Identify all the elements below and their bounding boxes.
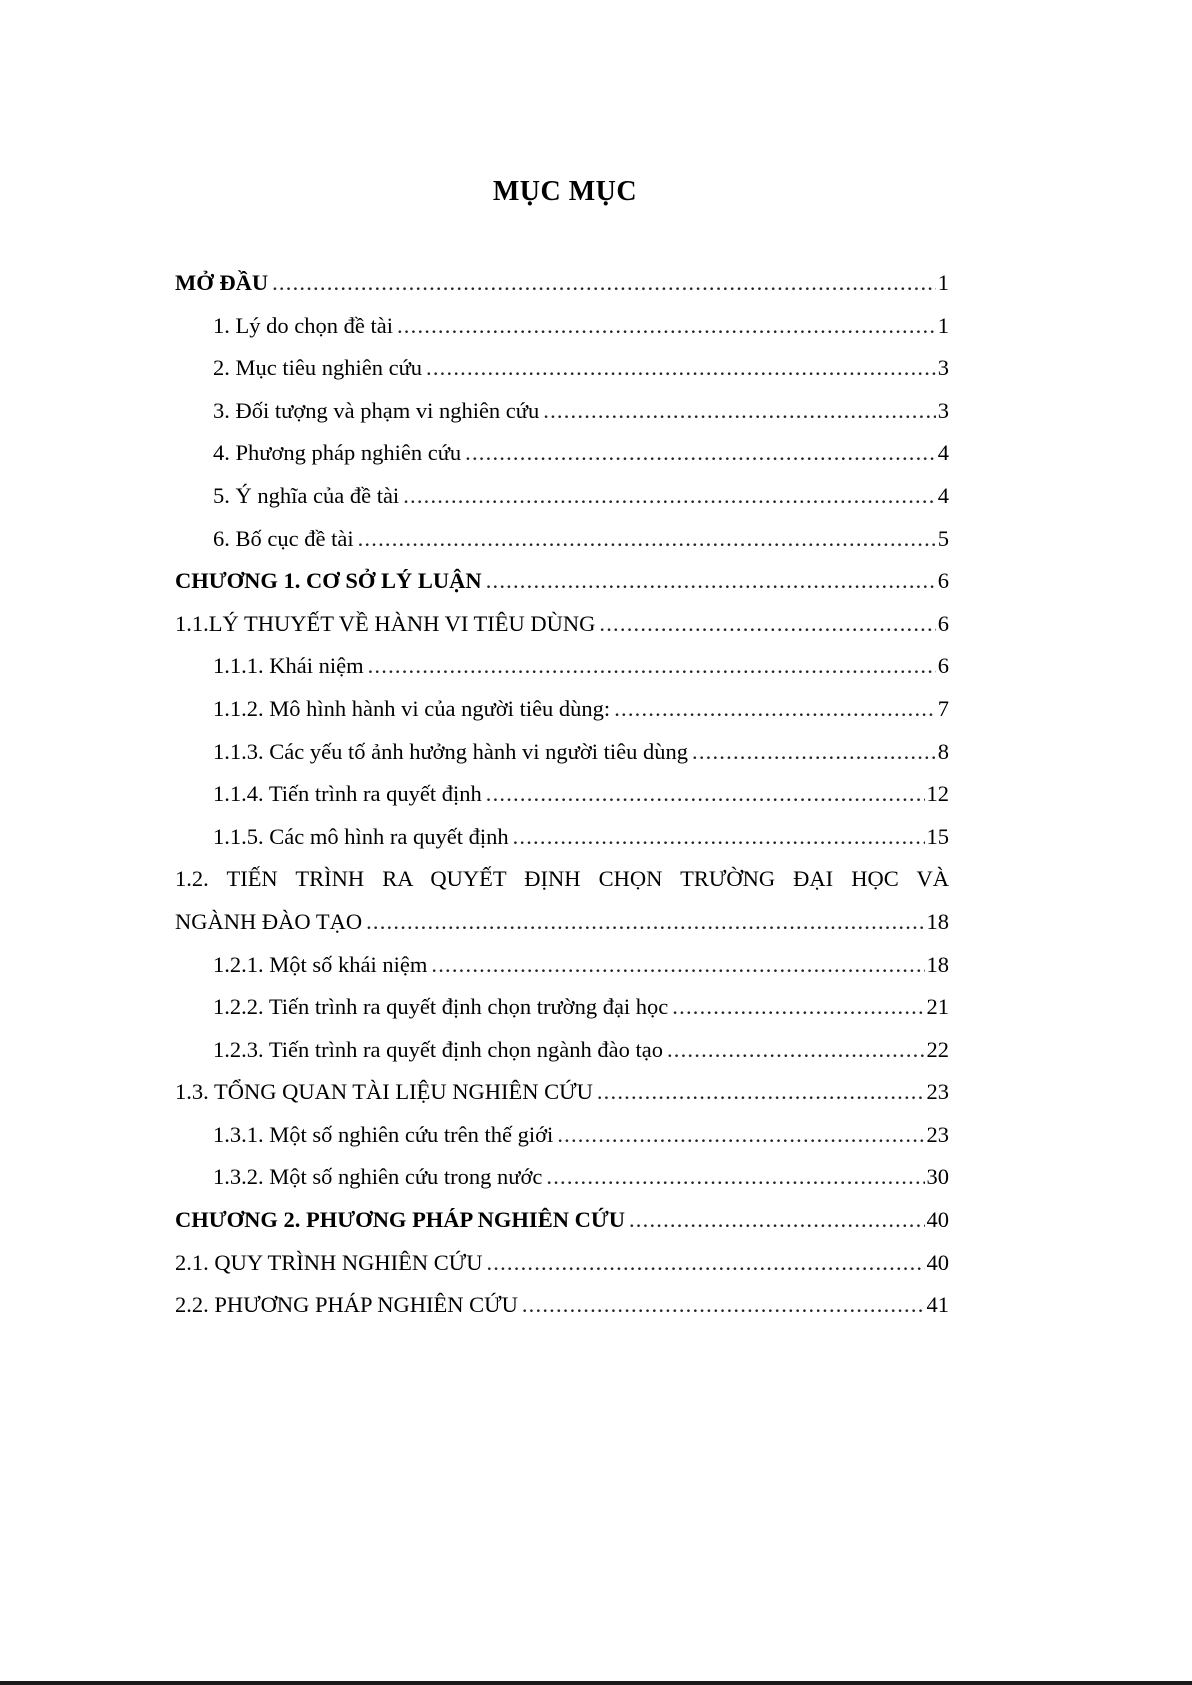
dot-leader — [692, 731, 936, 774]
dot-leader — [546, 1156, 924, 1199]
toc-entry-label: 1.1.4. Tiến trình ra quyết định — [213, 781, 482, 807]
toc-entry-label: 2.1. QUY TRÌNH NGHIÊN CỨU — [175, 1249, 483, 1275]
toc-entry-page-number: 8 — [937, 738, 949, 764]
toc-entry-label: 2. Mục tiêu nghiên cứu — [213, 355, 423, 381]
toc-entry[interactable] — [175, 858, 949, 901]
toc-entry[interactable] — [175, 1071, 949, 1114]
dot-leader — [366, 901, 924, 944]
document-title: MỤC MỤC — [492, 176, 638, 207]
toc-entry-page-number: 21 — [926, 994, 949, 1020]
toc-entry[interactable] — [175, 1242, 949, 1285]
toc-entry-page-number: 12 — [926, 781, 949, 807]
toc-entry-label: 1.2.2. Tiến trình ra quyết định chọn trường đại học — [213, 994, 669, 1020]
toc-entry-label: 1.2.1. Một số khái niệm — [213, 951, 428, 977]
toc-entry-page-number: 6 — [937, 568, 949, 594]
toc-entry[interactable] — [175, 1029, 949, 1072]
dot-leader — [599, 603, 935, 646]
toc-entry[interactable] — [175, 773, 949, 816]
dot-leader — [426, 347, 936, 390]
dot-leader — [486, 773, 925, 816]
dot-leader — [368, 645, 936, 688]
dot-leader — [522, 1284, 925, 1327]
toc-entry-page-number: 18 — [926, 951, 949, 977]
dot-leader — [513, 816, 925, 859]
toc-entry-label: 1.1.2. Mô hình hành vi của người tiêu dùng: — [213, 695, 611, 721]
toc-entry-page-number: 6 — [937, 653, 949, 679]
dot-leader — [672, 986, 924, 1029]
page-bottom-border — [0, 1681, 1192, 1685]
toc-entry-page-number: 22 — [926, 1036, 949, 1062]
toc-entry[interactable] — [175, 986, 949, 1029]
toc-entry[interactable] — [175, 432, 949, 475]
dot-leader — [486, 1242, 924, 1285]
toc-entry-label: 5. Ý nghĩa của đề tài — [213, 482, 400, 508]
dot-leader — [667, 1029, 925, 1072]
toc-entry[interactable] — [175, 688, 949, 731]
toc-entry[interactable] — [175, 262, 949, 305]
toc-entry-label: CHƯƠNG 1. CƠ SỞ LÝ LUẬN — [175, 568, 482, 594]
toc-entry-label: 3. Đối tượng và phạm vi nghiên cứu — [213, 397, 540, 423]
toc-entry-page-number: 1 — [937, 270, 949, 295]
dot-leader — [272, 262, 936, 305]
dot-leader — [403, 475, 936, 518]
dot-leader — [465, 432, 936, 475]
toc-entry[interactable] — [175, 390, 949, 433]
dot-leader — [358, 518, 936, 561]
toc-entry-label: 1.1.LÝ THUYẾT VỀ HÀNH VI TIÊU DÙNG — [175, 610, 596, 636]
toc-entry[interactable] — [175, 1114, 949, 1157]
toc-entry[interactable] — [175, 347, 949, 390]
toc-entry-page-number: 6 — [937, 610, 949, 636]
toc-entry-page-number: 18 — [926, 908, 949, 934]
toc-entry-label: 1.1.5. Các mô hình ra quyết định — [213, 823, 509, 849]
dot-leader — [486, 560, 936, 603]
toc-entry-page-number: 7 — [937, 695, 949, 721]
toc-entry[interactable] — [175, 603, 949, 646]
toc-entry[interactable] — [175, 518, 949, 561]
toc-entry-page-number: 40 — [926, 1207, 949, 1233]
toc-entry-label: 1.3.1. Một số nghiên cứu trên thế giới — [213, 1121, 554, 1147]
toc-entry-page-number: 5 — [937, 525, 949, 551]
toc-entry-page-number: 4 — [937, 440, 949, 466]
toc-entry-label: 1.2. TIẾN TRÌNH RA QUYẾT ĐỊNH CHỌN TRƯỜNG ĐẠI HỌC VÀ — [175, 866, 949, 892]
toc-entry[interactable] — [175, 1284, 949, 1327]
dot-leader — [543, 390, 936, 433]
toc-entry[interactable] — [175, 645, 949, 688]
toc-entry-page-number: 15 — [926, 823, 949, 849]
toc-entry-page-number: 30 — [926, 1164, 949, 1190]
toc-entry-label: 1. Lý do chọn đề tài — [213, 312, 393, 338]
toc-entry-page-number: 3 — [937, 397, 949, 423]
toc-entry[interactable] — [175, 475, 949, 518]
toc-entry[interactable] — [175, 901, 949, 944]
dot-leader — [597, 1071, 925, 1114]
table-of-contents — [175, 262, 949, 1327]
dot-leader — [557, 1114, 924, 1157]
toc-entry[interactable] — [175, 944, 949, 987]
toc-entry-label: 1.3. TỔNG QUAN TÀI LIỆU NGHIÊN CỨU — [175, 1079, 593, 1105]
toc-entry[interactable] — [175, 305, 949, 348]
toc-entry-page-number: 1 — [937, 312, 949, 338]
toc-entry-page-number: 4 — [937, 482, 949, 508]
toc-entry-label: 1.2.3. Tiến trình ra quyết định chọn ngành đào tạo — [213, 1036, 663, 1062]
toc-entry-label: NGÀNH ĐÀO TẠO — [175, 908, 363, 934]
toc-entry[interactable] — [175, 731, 949, 774]
dot-leader — [397, 305, 936, 348]
toc-entry[interactable] — [175, 560, 949, 603]
toc-entry-label: 4. Phương pháp nghiên cứu — [213, 440, 462, 466]
toc-entry-page-number: 3 — [937, 355, 949, 381]
toc-entry-label: CHƯƠNG 2. PHƯƠNG PHÁP NGHIÊN CỨU — [175, 1207, 625, 1233]
dot-leader — [629, 1199, 925, 1242]
toc-entry-page-number: 23 — [926, 1121, 949, 1147]
toc-entry-label: 1.1.1. Khái niệm — [213, 653, 364, 679]
toc-entry-label: 1.1.3. Các yếu tố ảnh hưởng hành vi người tiêu dùng — [213, 738, 688, 764]
toc-entry-label: MỞ ĐẦU — [175, 270, 269, 295]
toc-entry[interactable] — [175, 1156, 949, 1199]
toc-entry-page-number: 23 — [926, 1079, 949, 1105]
toc-entry-label: 2.2. PHƯƠNG PHÁP NGHIÊN CỨU — [175, 1292, 518, 1318]
toc-entry-page-number: 40 — [926, 1249, 949, 1275]
toc-entry[interactable] — [175, 1199, 949, 1242]
dot-leader — [431, 944, 924, 987]
toc-entry[interactable] — [175, 816, 949, 859]
toc-entry-label: 6. Bố cục đề tài — [213, 525, 354, 551]
dot-leader — [614, 688, 936, 731]
toc-entry-label: 1.3.2. Một số nghiên cứu trong nước — [213, 1164, 543, 1190]
toc-entry-page-number: 41 — [926, 1292, 949, 1318]
